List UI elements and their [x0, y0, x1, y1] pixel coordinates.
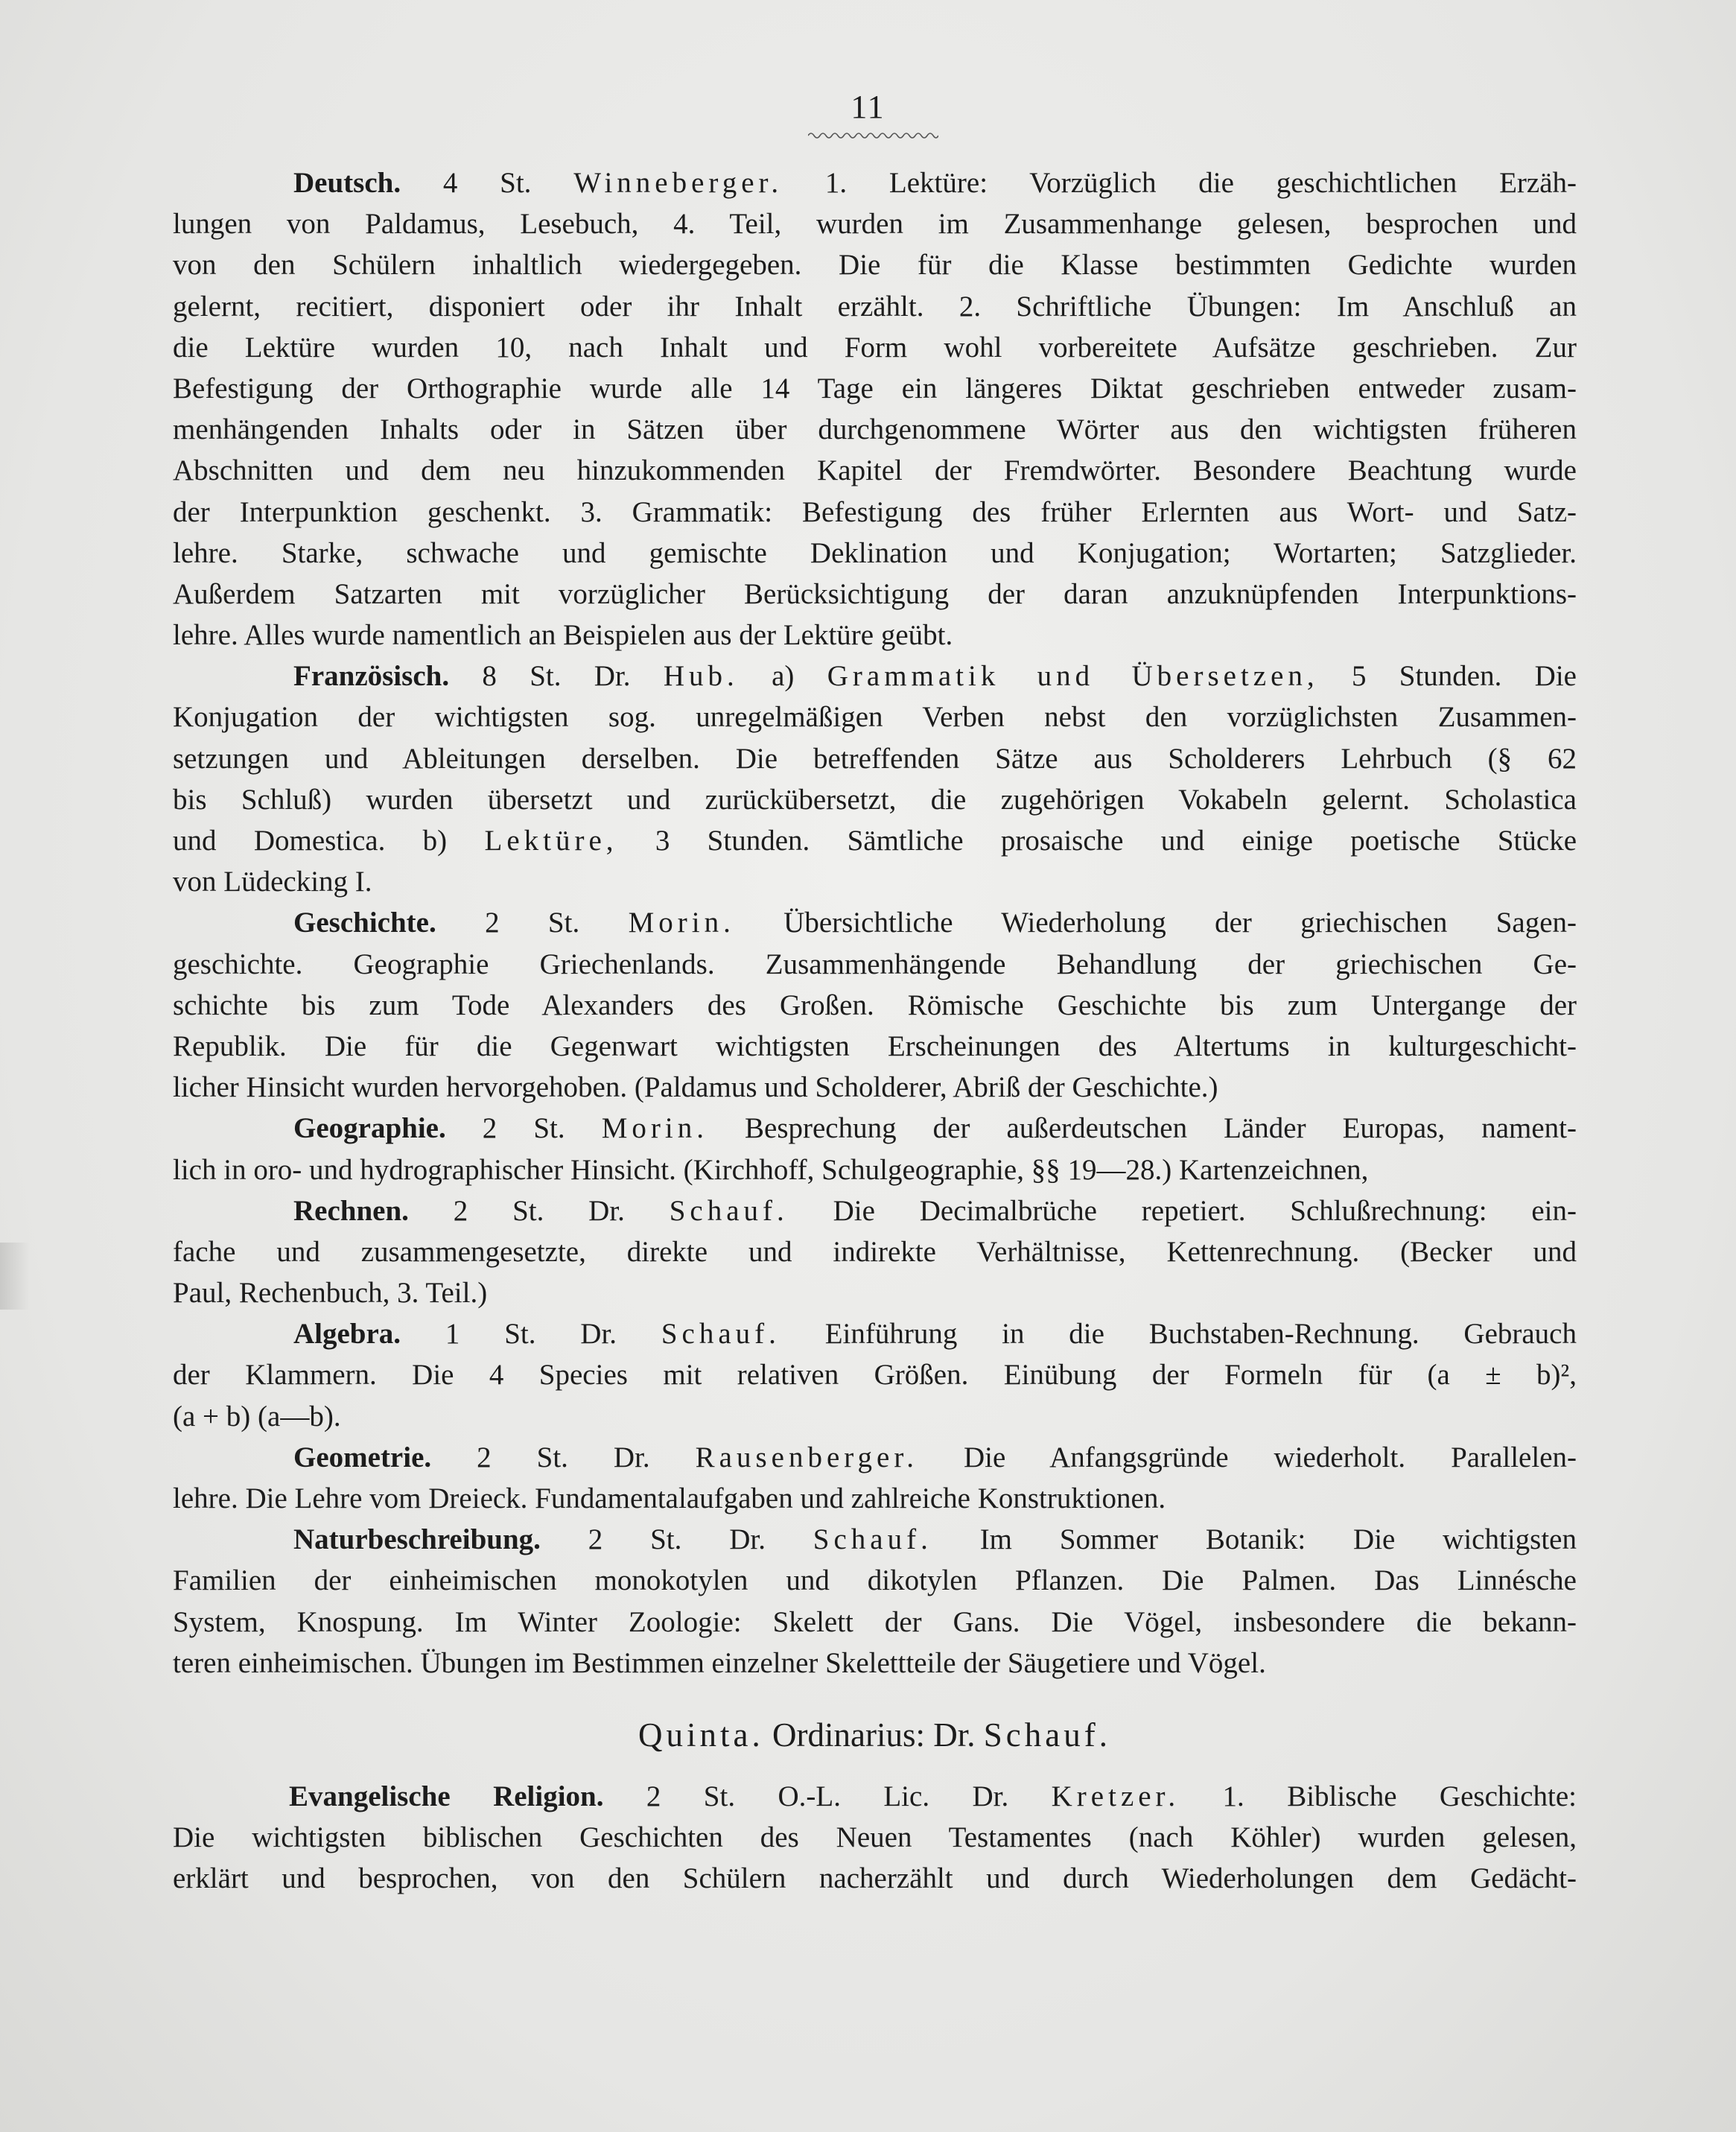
text-run: Abschnitten und dem neu hinzukommenden Kapitel der Fremdwörter. Besondere Beachtung wurde [173, 454, 1577, 487]
text-line [173, 1519, 1577, 1560]
spaced-text: Morin. [601, 1112, 708, 1145]
text-line [173, 1437, 1577, 1478]
text-line [173, 902, 1577, 943]
text-run: 4 St. [401, 167, 574, 199]
text-run: 2 St. [436, 907, 629, 939]
text-run: 5 Stunden. Die [1318, 660, 1577, 693]
text-run: menhängenden Inhalts oder in Sätzen über durchgenommene Wörter aus den wichtigsten früheren [173, 413, 1577, 446]
text-run: a) [738, 660, 827, 693]
subject-title: Geschichte. [293, 907, 436, 939]
text-run: bis Schluß) wurden übersetzt und zurückübersetzt, die zugehörigen Vokabeln gelernt. Scholastica [173, 783, 1577, 816]
subject-title: Deutsch. [293, 167, 401, 199]
spaced-text: Schauf. [983, 1716, 1111, 1754]
text-run: 3 Stunden. Sämtliche prosaische und einige poetische Stücke [617, 825, 1577, 857]
text-line [173, 1149, 1577, 1190]
text-run: System, Knospung. Im Winter Zoologie: Skelett der Gans. Die Vögel, insbesondere die bekann- [173, 1605, 1577, 1638]
text-run: von den Schülern inhaltlich wiedergegeben. Die für die Klasse bestimmten Gedichte wurden [173, 249, 1577, 282]
text-run: (a + b) (a—b). [173, 1400, 341, 1433]
text-line [173, 327, 1577, 368]
text-line [173, 492, 1577, 533]
text-run: 2 St. Dr. [431, 1441, 696, 1473]
text-run: lehre. Starke, schwache und gemischte Deklination und Konjugation; Wortarten; Satzglieder. [173, 536, 1577, 569]
text-line [173, 1478, 1577, 1519]
text-run: 8 St. Dr. [449, 660, 664, 693]
text-run: licher Hinsicht wurden hervorgehoben. (Paldamus und Scholderer, Abriß der Geschichte.) [173, 1071, 1218, 1104]
text-line [173, 944, 1577, 985]
text-run: Befestigung der Orthographie wurde alle 14 Tage ein längeres Diktat geschrieben entweder zusam- [173, 372, 1577, 404]
text-line [173, 615, 1577, 656]
text-line [173, 368, 1577, 409]
text-line [173, 1396, 1577, 1437]
text-run: 1. Lektüre: Vorzüglich die geschichtlichen Erzäh- [783, 167, 1577, 199]
text-run: Republik. Die für die Gegenwart wichtigsten Erscheinungen des Altertums in kulturgeschicht- [173, 1029, 1577, 1062]
text-run: Paul, Rechenbuch, 3. Teil.) [173, 1277, 488, 1310]
text-line [173, 244, 1577, 285]
text-run: geschichte. Geographie Griechenlands. Zusammenhängende Behandlung der griechischen Ge- [173, 948, 1577, 980]
text-run: von Lüdecking I. [173, 866, 372, 898]
text-run: 1. Biblische Geschichte: [1180, 1780, 1577, 1812]
body-text [173, 162, 1577, 1900]
text-run: Übersichtliche Wiederholung der griechischen Sagen- [734, 907, 1577, 939]
text-line [173, 1313, 1577, 1354]
text-line [173, 1858, 1577, 1899]
spaced-text: Rausenberger. [695, 1441, 918, 1473]
text-run: gelernt, recitiert, disponiert oder ihr Inhalt erzählt. 2. Schriftliche Übungen: Im Anschluß an [173, 290, 1577, 323]
text-run: Im Sommer Botanik: Die wichtigsten [932, 1523, 1577, 1556]
subject-title: Geometrie. [293, 1441, 432, 1473]
text-run: 1 St. Dr. [401, 1318, 661, 1351]
spaced-text: Schauf. [669, 1194, 789, 1227]
text-run: die Lektüre wurden 10, nach Inhalt und Form wohl vorbereitete Aufsätze geschrieben. Zur [173, 331, 1577, 364]
text-line [173, 1776, 1577, 1817]
spaced-text: Hub. [663, 660, 739, 693]
text-run: 2 St. Dr. [408, 1194, 670, 1227]
spaced-text: Schauf. [813, 1523, 932, 1556]
spaced-text: Winneberger. [573, 167, 783, 199]
spaced-text: Schauf. [661, 1318, 780, 1351]
text-line [173, 203, 1577, 244]
text-line [173, 985, 1577, 1026]
text-line [173, 1602, 1577, 1643]
spaced-text: Quinta. [638, 1716, 764, 1754]
text-line [173, 1817, 1577, 1858]
text-line [173, 450, 1577, 491]
text-run: erklärt und besprochen, von den Schülern nacherzählt und durch Wiederholungen dem Gedächt- [173, 1862, 1577, 1895]
text-run: teren einheimischen. Übungen im Bestimmen einzelner Skelettteile der Säugetiere und Vögel. [173, 1646, 1266, 1679]
text-line [173, 1354, 1577, 1395]
text-run: Die Decimalbrüche repetiert. Schlußrechnung: ein- [788, 1194, 1577, 1227]
text-line [173, 861, 1577, 902]
text-run: Konjugation der wichtigsten sog. unregelmäßigen Verben nebst den vorzüglichsten Zusammen- [173, 701, 1577, 734]
text-line [173, 1643, 1577, 1684]
text-run: Außerdem Satzarten mit vorzüglicher Berücksichtigung der daran anzuknüpfenden Interpunktions- [173, 577, 1577, 610]
text-run: lehre. Alles wurde namentlich an Beispielen aus der Lektüre geübt. [173, 619, 953, 652]
text-run: 2 St. O.-L. Lic. Dr. [603, 1780, 1052, 1812]
text-run: der Interpunktion geschenkt. 3. Grammatik: Befestigung des früher Erlernten aus Wort- und Satz- [173, 495, 1577, 528]
text-line [173, 1026, 1577, 1067]
text-run: 2 St. [445, 1112, 602, 1145]
text-line [173, 1108, 1577, 1149]
subject-title: Evangelische Religion. [289, 1780, 604, 1812]
text-run: Familien der einheimischen monokotylen und dikotylen Pflanzen. Die Palmen. Das Linnésche [173, 1564, 1577, 1597]
text-run: lehre. Die Lehre vom Dreieck. Fundamentalaufgaben und zahlreiche Konstruktionen. [173, 1482, 1166, 1514]
subject-title: Geographie. [293, 1112, 446, 1145]
text-line [173, 1272, 1577, 1313]
subject-title: Französisch. [293, 660, 450, 693]
spaced-text: Lektüre, [484, 825, 618, 857]
subject-title: Rechnen. [293, 1194, 409, 1227]
text-line [173, 738, 1577, 779]
section-heading [173, 1694, 1577, 1776]
spaced-text: Kretzer. [1051, 1780, 1180, 1812]
text-run: 2 St. Dr. [540, 1523, 813, 1556]
text-run: der Klammern. Die 4 Species mit relativen Größen. Einübung der Formeln für (a ± b)², [173, 1359, 1577, 1392]
text-run: Die Anfangsgründe wiederholt. Parallelen- [918, 1441, 1577, 1473]
text-run: und Domestica. b) [173, 825, 485, 857]
text-line [173, 820, 1577, 861]
text-line [173, 779, 1577, 820]
page-number-ornament-icon [808, 131, 938, 140]
text-line [173, 162, 1577, 203]
text-run: Die wichtigsten biblischen Geschichten des Neuen Testamentes (nach Köhler) wurden gelesen, [173, 1821, 1577, 1854]
scan-smudge [0, 1243, 30, 1310]
text-line [173, 574, 1577, 615]
subject-title: Algebra. [293, 1318, 401, 1351]
text-run: Besprechung der außerdeutschen Länder Europas, nament- [708, 1112, 1577, 1145]
text-line [173, 697, 1577, 737]
spaced-text: Grammatik und Übersetzen, [827, 660, 1319, 693]
text-line [173, 1231, 1577, 1272]
text-run: fache und zusammengesetzte, direkte und indirekte Verhältnisse, Kettenrechnung. (Becker und [173, 1235, 1577, 1268]
text-line [173, 286, 1577, 327]
text-line [173, 1067, 1577, 1108]
text-line [173, 1560, 1577, 1601]
text-run: Ordinarius: Dr. [763, 1716, 984, 1754]
text-line [173, 533, 1577, 574]
spaced-text: Morin. [628, 907, 735, 939]
page-number: 11 [850, 89, 886, 125]
text-run: lich in oro- und hydrographischer Hinsicht. (Kirchhoff, Schulgeographie, §§ 19—28.) Kartenzeichnen, [173, 1153, 1369, 1186]
text-run: lungen von Paldamus, Lesebuch, 4. Teil, wurden im Zusammenhange gelesen, besprochen und [173, 208, 1577, 241]
text-run: Einführung in die Buchstaben-Rechnung. Gebrauch [780, 1318, 1577, 1351]
text-line [173, 656, 1577, 697]
text-run: setzungen und Ableitungen derselben. Die betreffenden Sätze aus Scholderers Lehrbuch (§ 62 [173, 742, 1577, 775]
text-line [173, 1190, 1577, 1231]
text-line [173, 409, 1577, 450]
subject-title: Naturbeschreibung. [293, 1523, 541, 1556]
text-run: schichte bis zum Tode Alexanders des Großen. Römische Geschichte bis zum Untergange der [173, 989, 1577, 1021]
